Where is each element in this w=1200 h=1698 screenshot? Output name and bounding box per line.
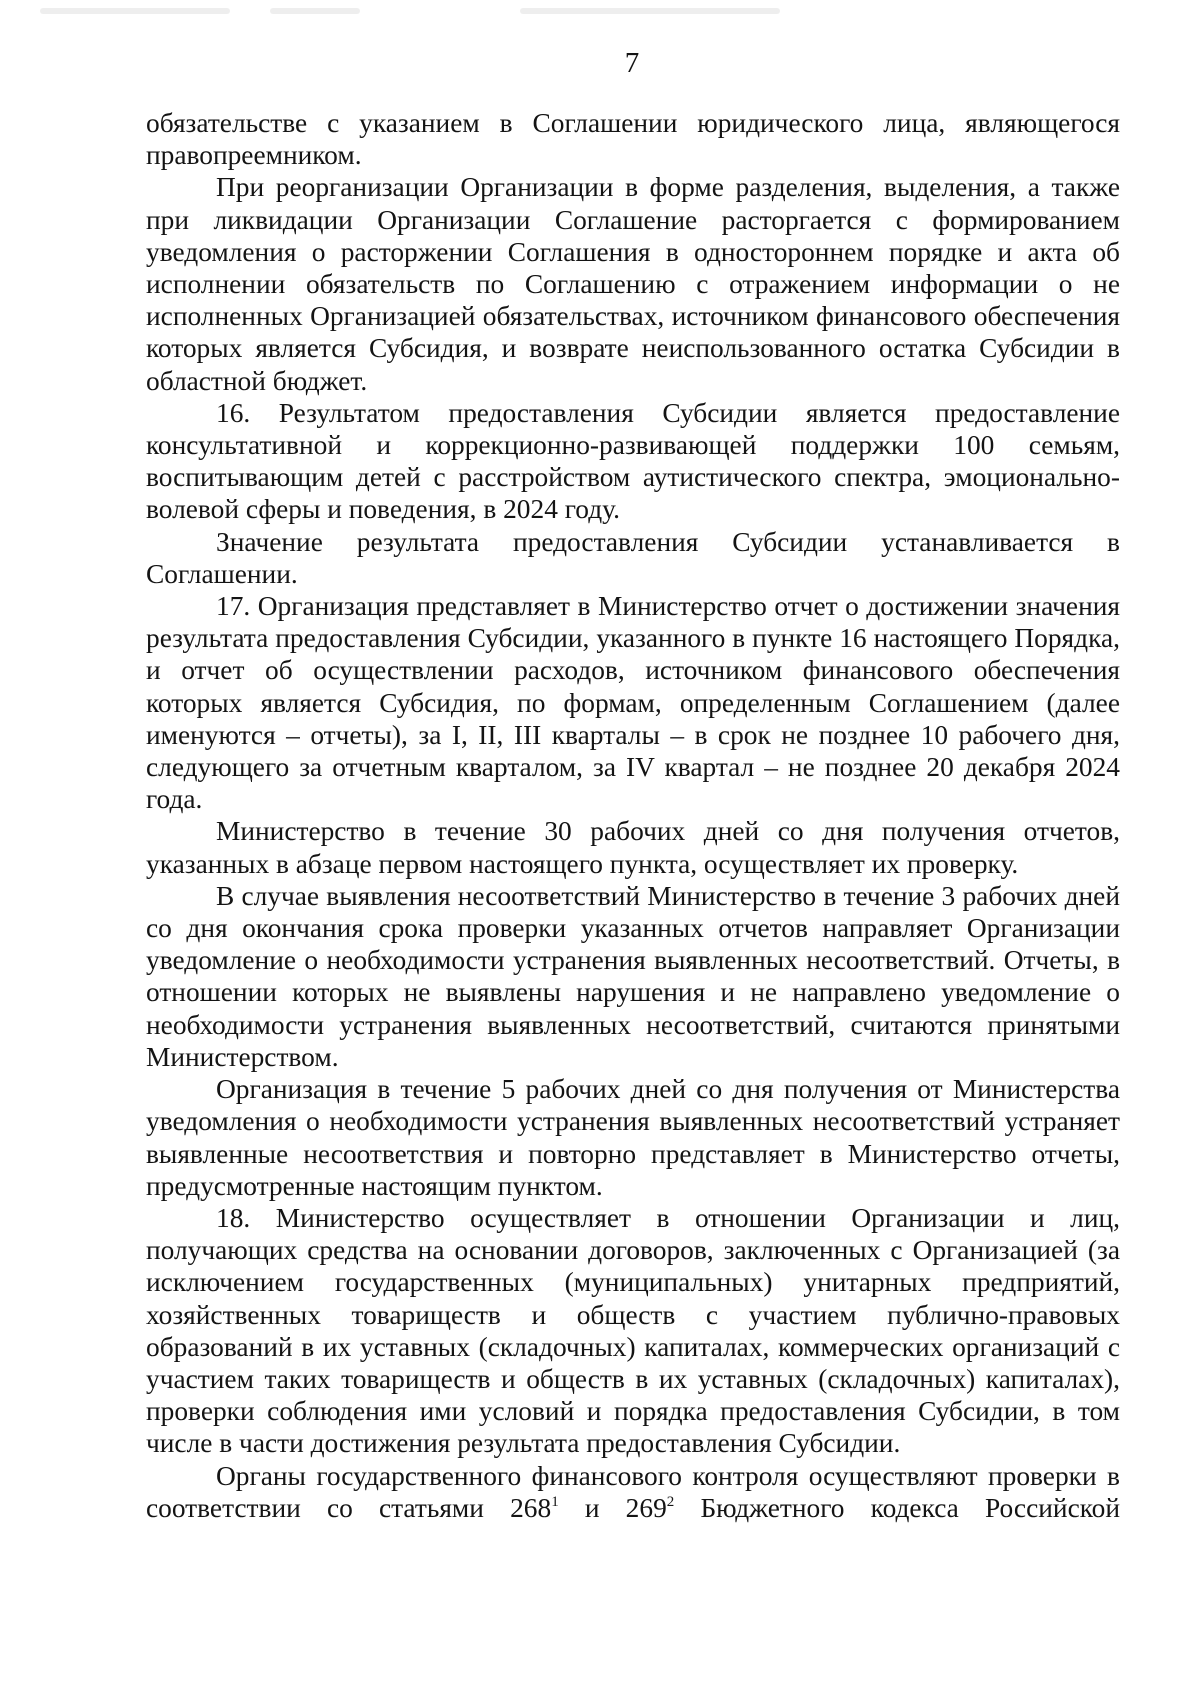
paragraph — [146, 1460, 1120, 1524]
paragraph: обязательстве с указанием в Соглашении юридического лица, являющегося правопреемником. — [146, 108, 1120, 171]
document-body — [146, 107, 1120, 1524]
paragraph-text: и 269 — [558, 1492, 667, 1523]
paragraph-text: Бюджетного кодекса Российской — [674, 1492, 1120, 1523]
paragraph: Значение результата предоставления Субсидии устанавливается в Соглашении. — [146, 526, 1120, 589]
page-number: 7 — [624, 47, 640, 79]
paragraph: 18. Министерство осуществляет в отношении Организации и лиц, получающих средства на основании договоров, заключенных с Организацией (за исключением государственных (муниципальных) унитарных предприятий, хозяйственных товариществ и обществ с участием публично-правовых образований в их уставных (складочных) капиталах, коммерческих организаций с участием таких товариществ и обществ в их уставных (складочных) капиталах), проверки соблюдения ими условий и порядка предоставления Субсидии, в том числе в части достижения результата предоставления Субсидии. — [146, 1202, 1120, 1459]
paragraph: В случае выявления несоответствий Министерство в течение 3 рабочих дней со дня окончания срока проверки указанных отчетов направляет Организации уведомление о необходимости устранения выявленных несоответствий. Отчеты, в отношении которых не выявлены нарушения и не направлено уведомление о необходимости устранения выявленных несоответствий, считаются принятыми Министерством. — [146, 880, 1120, 1072]
paragraph-text: Органы государственного финансового контроля осуществляют проверки в соответствии со статьями 268 — [146, 1460, 1120, 1523]
paragraph: При реорганизации Организации в форме разделения, выделения, а также при ликвидации Организации Соглашение расторгается с формированием уведомления о расторжении Соглашения в одностороннем порядке и акта об исполнении обязательств по Соглашению с отражением информации о не исполненных Организацией обязательствах, источником финансового обеспечения которых является Субсидия, и возврате неиспользованного остатка Субсидии в областной бюджет. — [146, 172, 1120, 396]
scan-artifact — [270, 8, 360, 14]
superscript: 2 — [666, 1493, 675, 1510]
paragraph: 17. Организация представляет в Министерство отчет о достижении значения результата предоставления Субсидии, указанного в пункте 16 настоящего Порядка, и отчет об осуществлении расходов, источником финансового обеспечения которых является Субсидия, по формам, определенным Соглашением (далее именуются – отчеты), за I, II, III кварталы – в срок не позднее 10 рабочего дня, следующего за отчетным кварталом, за IV квартал – не позднее 20 декабря 2024 года. — [146, 591, 1120, 815]
paragraph: Министерство в течение 30 рабочих дней со дня получения отчетов, указанных в абзаце первом настоящего пункта, осуществляет их проверку. — [146, 816, 1120, 879]
paragraph: 16. Результатом предоставления Субсидии является предоставление консультативной и коррекционно-развивающей поддержки 100 семьям, воспитывающим детей с расстройством аутистического спектра, эмоционально-волевой сферы и поведения, в 2024 году. — [146, 397, 1120, 525]
paragraph: Организация в течение 5 рабочих дней со дня получения от Министерства уведомления о необходимости устранения выявленных несоответствий устраняет выявленные несоответствия и повторно представляет в Министерство отчеты, предусмотренные настоящим пунктом. — [146, 1074, 1120, 1201]
scan-artifact — [40, 8, 230, 14]
scan-artifact — [520, 8, 780, 14]
superscript: 1 — [551, 1493, 559, 1510]
